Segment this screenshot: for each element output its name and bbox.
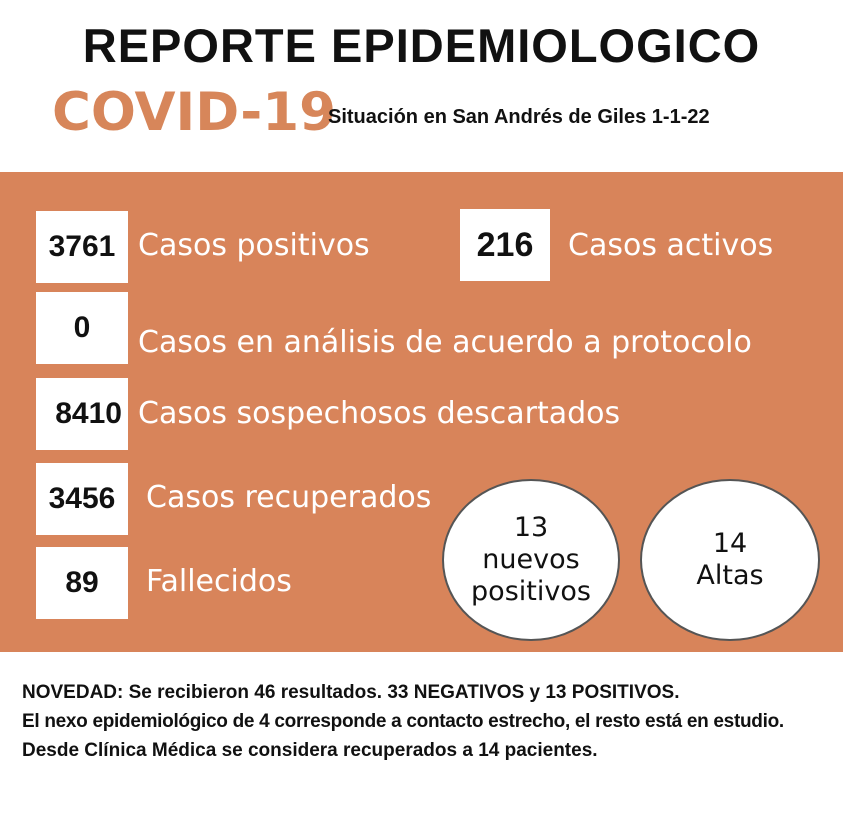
altas-circle [640, 479, 820, 641]
fallecidos-count: 89 [36, 547, 128, 619]
recuperados-count: 3456 [36, 463, 128, 535]
positivos-label: Casos positivos [138, 228, 370, 263]
nuevos-value: 13 [513, 512, 549, 543]
novedad-line-3: Desde Clínica Médica se considera recuperados a 14 pacientes. [22, 740, 598, 761]
positivos-count: 3761 [36, 211, 128, 283]
activos-label: Casos activos [568, 228, 774, 263]
descartados-label: Casos sospechosos descartados [138, 396, 621, 431]
analisis-count: 0 [36, 292, 128, 364]
nuevos-line2: positivos [471, 576, 591, 607]
report-title: REPORTE EPIDEMIOLOGICO [82, 19, 761, 72]
novedad-line-2: El nexo epidemiológico de 4 corresponde a contacto estrecho, el resto está en estudio. [22, 711, 784, 732]
activos-count: 216 [460, 209, 550, 281]
novedad-line-1: NOVEDAD: Se recibieron 46 resultados. 33 NEGATIVOS y 13 POSITIVOS. [22, 682, 680, 703]
analisis-label: Casos en análisis de acuerdo a protocolo [138, 325, 752, 360]
altas-label: Altas [696, 560, 764, 591]
nuevos-positivos-circle [442, 479, 620, 641]
situation-subtitle: Situación en San Andrés de Giles 1-1-22 [328, 106, 710, 128]
altas-value: 14 [712, 528, 748, 559]
nuevos-line1: nuevos [482, 544, 580, 575]
descartados-count: 8410 [36, 378, 128, 450]
novedad-notes [22, 678, 832, 765]
covid-title: COVID-19 [52, 82, 336, 143]
fallecidos-label: Fallecidos [146, 564, 292, 599]
recuperados-label: Casos recuperados [146, 480, 432, 515]
